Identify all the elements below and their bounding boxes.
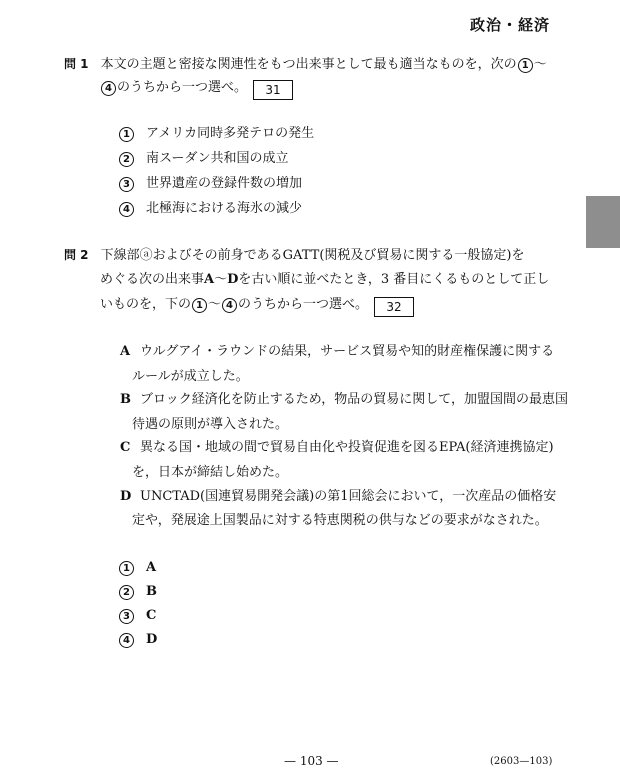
q1-line-1 — [64, 56, 547, 73]
option-text: B — [146, 584, 157, 599]
q2-line-3 — [100, 297, 414, 317]
event-label: C — [120, 440, 131, 455]
option-text: A — [146, 560, 157, 575]
q1-tilde: 〜 — [533, 57, 547, 72]
q1-text-2: のうちから一つ選べ。 — [117, 80, 248, 95]
q2-option-1[interactable] — [118, 560, 156, 576]
answer-box-32[interactable]: 32 — [374, 297, 414, 317]
q1-text-1: 本文の主題と密接な関連性をもつ出来事として最も適当なものを，次の — [100, 57, 517, 72]
event-a-line-1 — [120, 344, 554, 360]
q1-line-2 — [100, 80, 293, 100]
q2-tilde-2: 〜 — [208, 297, 222, 312]
event-label: B — [120, 392, 131, 407]
circled-number: 4 — [101, 81, 116, 96]
option-text: C — [146, 608, 157, 623]
q1-option-2[interactable] — [118, 151, 288, 167]
subject-header: 政治・経済 — [469, 16, 550, 34]
event-a-line-2: ルールが成立した。 — [132, 369, 249, 384]
q2-number: 問 2 — [64, 248, 89, 262]
option-text: アメリカ同時多発テロの発生 — [146, 126, 315, 141]
circled-number: 1 — [518, 58, 533, 73]
event-d-line-2: 定や，発展途上国製品に対する特恵関税の供与などの要求がなされた。 — [132, 513, 548, 528]
q2-bold-a: A — [204, 272, 215, 287]
circled-number: 3 — [119, 177, 134, 192]
circled-number: 1 — [119, 561, 134, 576]
event-text: ブロック経済化を防止するため，物品の貿易に関して，加盟国間の最恵国 — [140, 392, 568, 407]
event-c-line-1 — [120, 440, 554, 456]
page-code: (2603—103) — [490, 756, 553, 767]
option-text: 世界遺産の登録件数の増加 — [146, 176, 303, 191]
event-text: 異なる国・地域の間で貿易自由化や投資促進を図るEPA(経済連携協定) — [140, 440, 554, 455]
event-d-line-1 — [120, 489, 556, 505]
q2-option-3[interactable] — [118, 608, 156, 624]
circled-number: 1 — [119, 127, 134, 142]
event-text: ウルグアイ・ラウンドの結果，サービス貿易や知的財産権保護に関する — [140, 344, 555, 359]
side-tab-marker — [586, 196, 620, 248]
page-number: — 103 — — [284, 754, 339, 768]
q2-text-2a: めぐる次の出来事 — [100, 272, 205, 287]
circled-number: 2 — [119, 152, 134, 167]
q2-tilde: 〜 — [214, 272, 228, 287]
option-text: D — [146, 632, 158, 647]
q2-option-2[interactable] — [118, 584, 157, 600]
q1-option-1[interactable] — [118, 126, 314, 142]
q1-number: 問 1 — [64, 57, 89, 71]
q2-text-3b: のうちから一つ選べ。 — [238, 297, 369, 312]
circled-number: 4 — [119, 202, 134, 217]
circled-number: 4 — [222, 298, 237, 313]
q2-text-3a: いものを，下の — [100, 297, 192, 312]
q2-line-2 — [100, 272, 549, 288]
q2-text-1: 下線部ⓐおよびその前身であるGATT(関税及び貿易に関する一般協定)を — [100, 248, 525, 263]
circled-number: 2 — [119, 585, 134, 600]
q1-option-4[interactable] — [118, 201, 302, 217]
event-label: A — [120, 344, 131, 359]
option-text: 南スーダン共和国の成立 — [146, 151, 289, 166]
circled-number: 3 — [119, 609, 134, 624]
option-text: 北極海における海氷の減少 — [146, 201, 303, 216]
q1-option-3[interactable] — [118, 176, 302, 192]
q2-text-2b: を古い順に並べたとき，3 番目にくるものとして正し — [238, 272, 550, 287]
q2-bold-d: D — [227, 272, 239, 287]
answer-box-31[interactable]: 31 — [253, 80, 293, 100]
q2-line-1 — [64, 247, 524, 264]
circled-number: 4 — [119, 633, 134, 648]
event-text: UNCTAD(国連貿易開発会議)の第1回総会において，一次産品の価格安 — [140, 489, 557, 504]
circled-number: 1 — [192, 298, 207, 313]
event-b-line-2: 待遇の原則が導入された。 — [132, 417, 289, 432]
event-b-line-1 — [120, 392, 568, 408]
event-label: D — [120, 489, 132, 504]
q2-option-4[interactable] — [118, 632, 157, 648]
event-c-line-2: を，日本が締結し始めた。 — [132, 465, 289, 480]
